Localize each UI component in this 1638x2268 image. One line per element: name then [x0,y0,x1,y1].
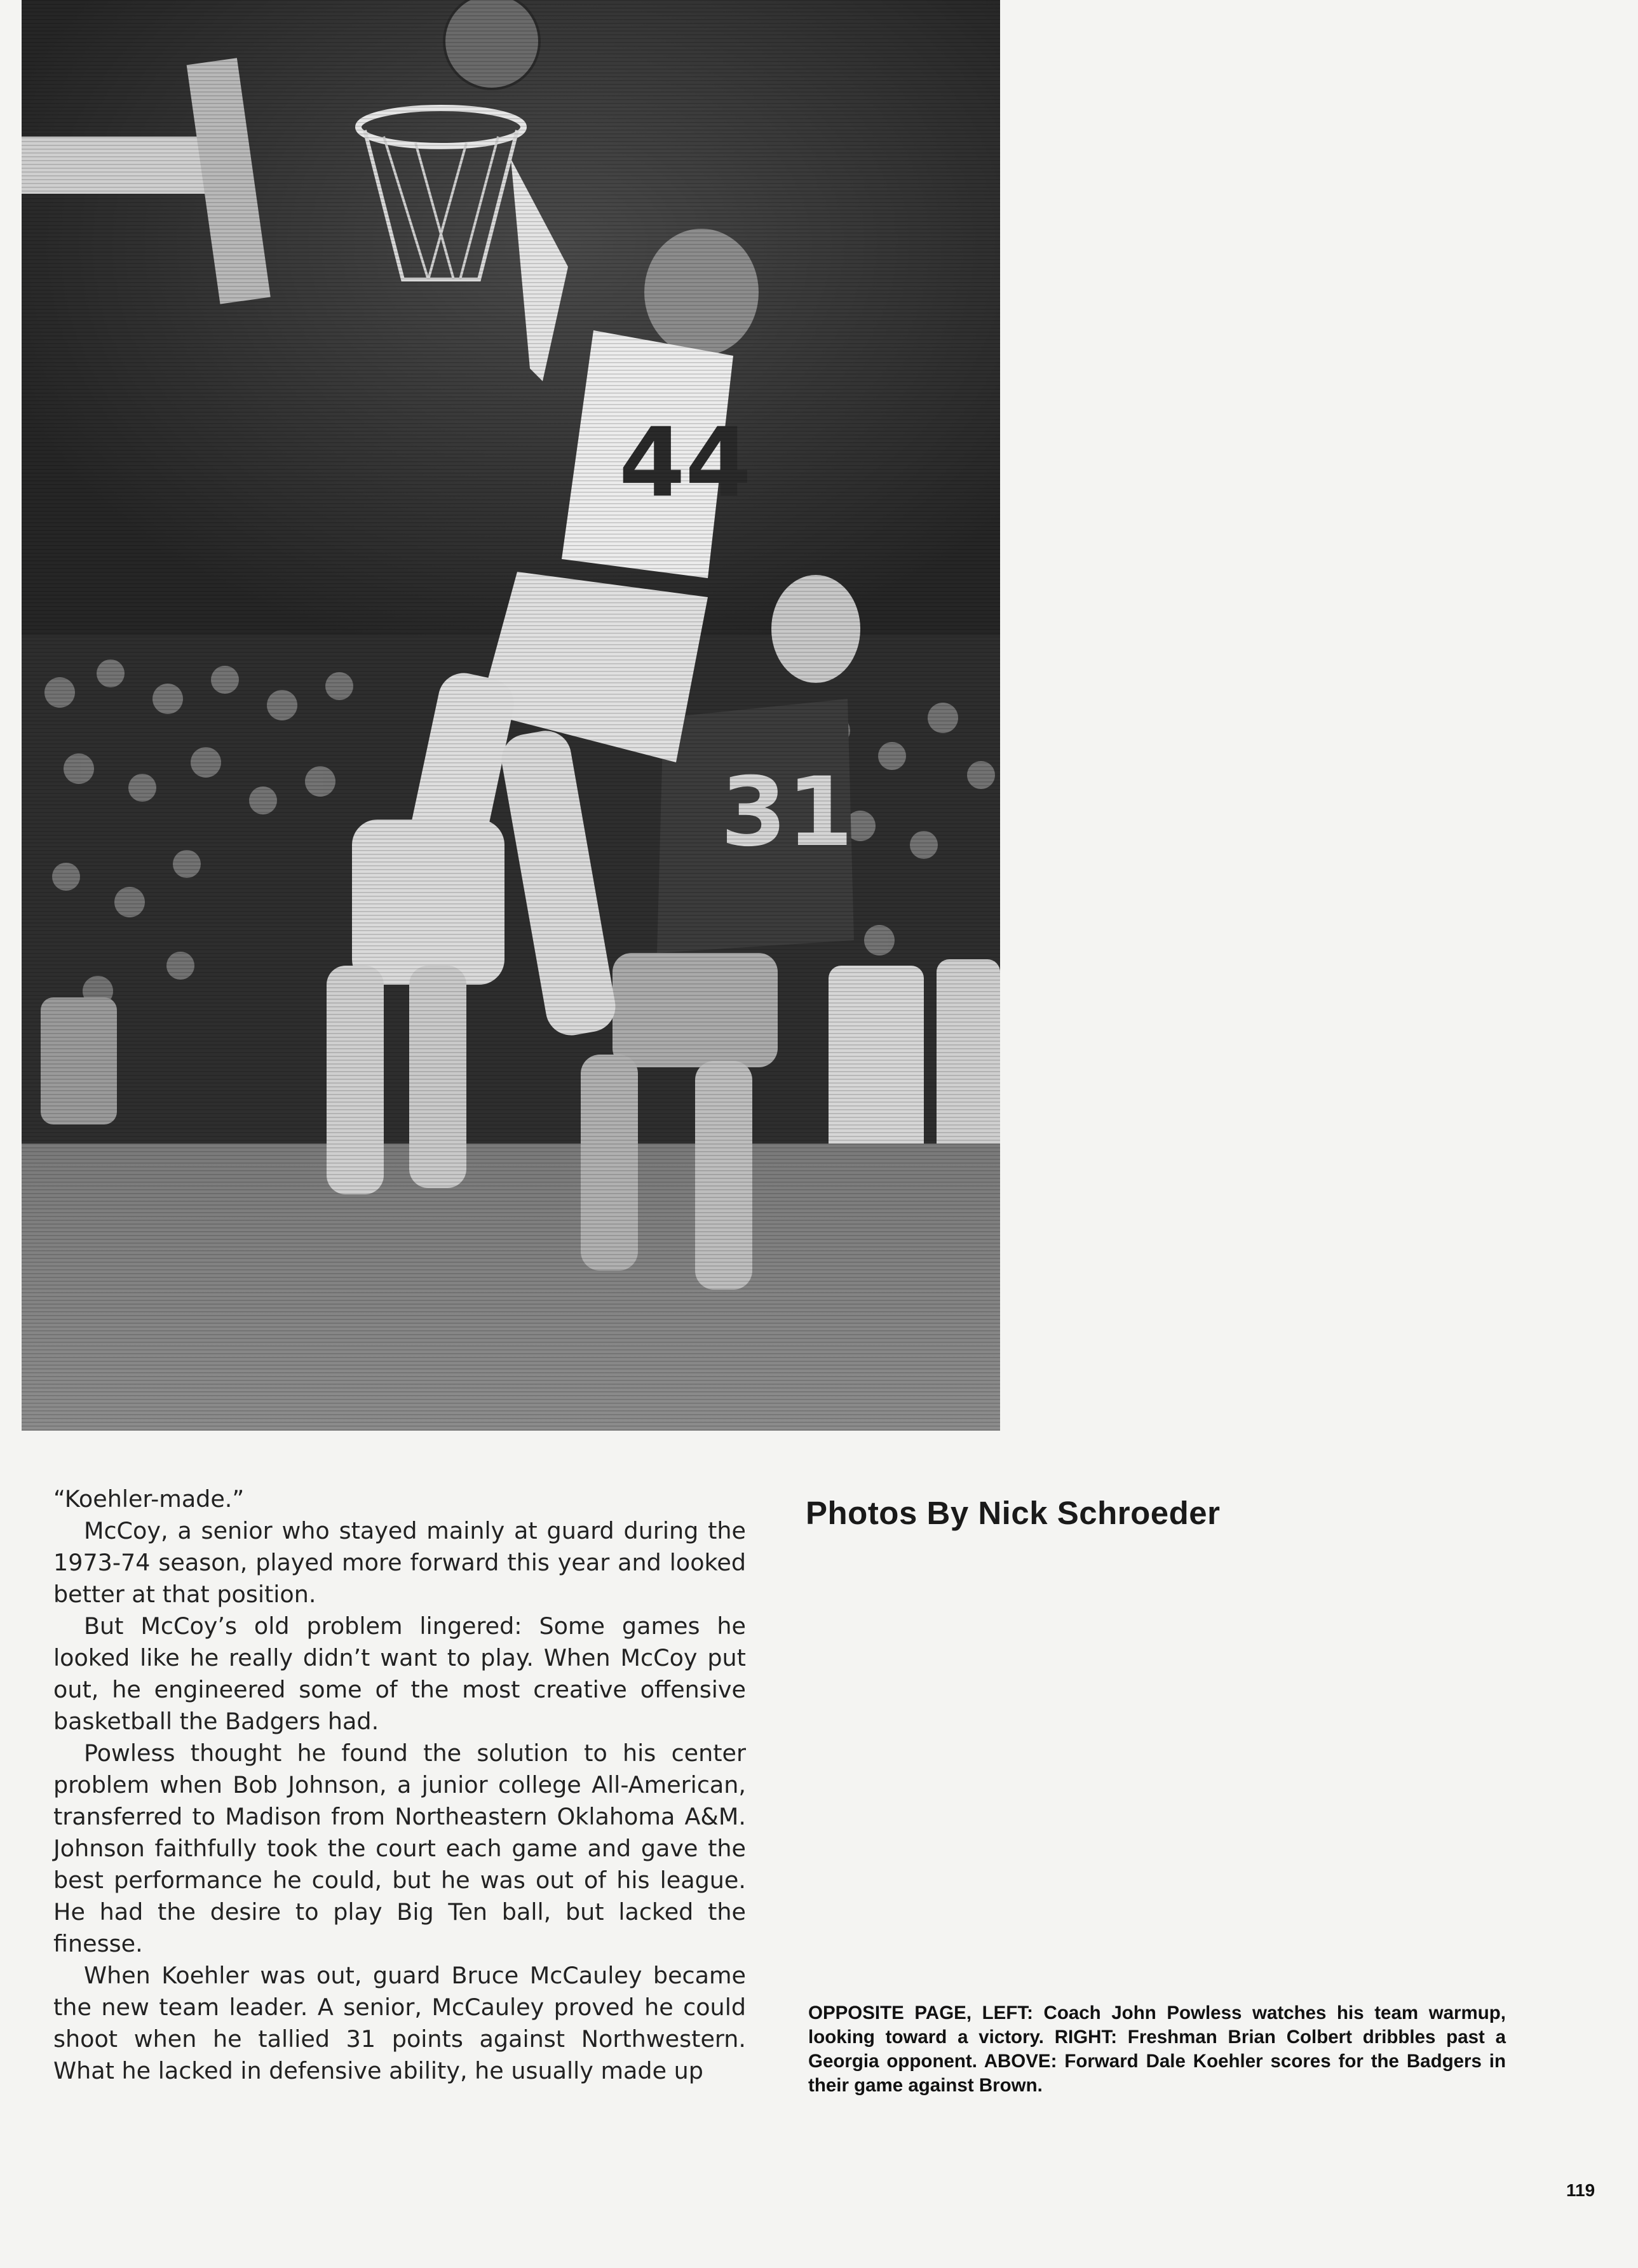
article-paragraph: But McCoy’s old problem lingered: Some games he looked like he really didn’t want to play. When McCoy put out, he engineered some of the most creative offensive basketball the Badgers had. [53,1612,746,1735]
article-paragraph: “Koehler-made.” [53,1485,245,1513]
article-paragraph: McCoy, a senior who stayed mainly at guard during the 1973-74 season, played more forward this year and looked better at that position. [53,1517,746,1608]
basketball-photo-drawing [22,0,1000,1431]
photo-credit: Photos By Nick Schroeder [806,1495,1221,1531]
photo-caption: OPPOSITE PAGE, LEFT: Coach John Powless watches his team warmup, looking toward a victory. RIGHT: Freshman Brian Colbert dribbles past a Georgia opponent. ABOVE: Forward Dale Koehler scores for the Badgers in their game against Brown. [808,2002,1506,2096]
article-paragraph: When Koehler was out, guard Bruce McCauley became the new team leader. A senior, McCauley proved he could shoot when he tallied 31 points against Northwestern. What he lacked in defensive ability, he usually made up [53,1962,746,2084]
article-body [53,1483,746,2087]
page-number: 119 [1566,2180,1595,2200]
basketball-photo [22,0,1000,1431]
article-paragraph: Powless thought he found the solution to his center problem when Bob Johnson, a junior college All-American, transferred to Madison from Northeastern Oklahoma A&M. Johnson faithfully took the court each game and gave the best performance he could, but he was out of his league. He had the desire to play Big Ten ball, but lacked the finesse. [53,1739,746,1957]
